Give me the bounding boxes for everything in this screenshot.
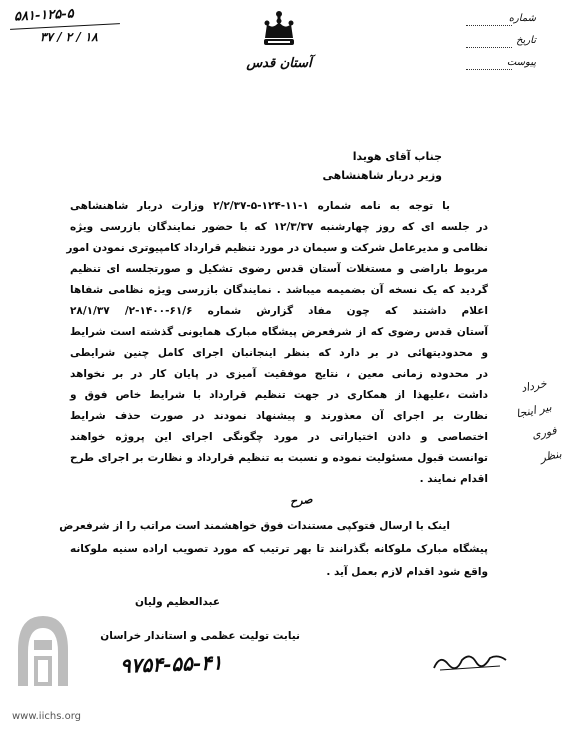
body-line: مربوط باراضی و مستغلات آستان قدس رضوی تشکیل و صورتجلسه ای تنظیم xyxy=(70,263,488,275)
document-number-underline xyxy=(10,23,120,30)
document-date: ۱۸ / ۲ / ۳۷ xyxy=(40,30,98,44)
attachment-label: پیوست xyxy=(506,57,536,68)
margin-note-line: بیر اینجا xyxy=(514,400,553,421)
date-field xyxy=(466,32,536,52)
margin-note-line: بنظر xyxy=(538,447,563,465)
body-line: توانست قبول مسئولیت نموده و نسبت به تنظیم قرارداد و نظارت بر اجرای طرح xyxy=(70,452,488,464)
body-line: اقدام نمایند . xyxy=(419,473,488,485)
date-label: تاریخ xyxy=(516,35,536,46)
website-url: www.iichs.org xyxy=(12,711,81,722)
institute-logo-icon xyxy=(14,610,72,690)
signatory-title: نیابت تولیت عظمی و استاندار خراسان xyxy=(100,630,300,642)
closing-line: پیشگاه مبارک ملوکانه بگذرانند تا بهر ترتیب که مورد تصویب اراده سنیه ملوکانه xyxy=(70,543,488,555)
body-line: در محدوده زمانی معین ، نتایج موفقیت آمیزی در پایان کار در بر نخواهد xyxy=(70,368,488,380)
addressee-name: جناب آقای هویدا xyxy=(352,150,442,163)
body-line: نظارت بر اجرای آن معذورند و پیشنهاد نمودند در صورت حذف شرایط xyxy=(70,410,488,422)
document-number: ۵۸۱-۱۲۵-۵ xyxy=(13,6,75,25)
body-line: در جلسه ای که روز چهارشنبه ۱۲/۳/۳۷ که با حضور نمایندگان بازرسی ویژه xyxy=(70,221,488,233)
signatory-name: عبدالعظیم ولیان xyxy=(134,596,220,608)
number-label: شماره xyxy=(508,13,536,24)
closing-line: اینک با ارسال فتوکپی مستندات فوق خواهشمند است مراتب را از شرفعرض xyxy=(59,520,450,532)
body-line: داشت ،علیهذا از همکاری در جهت تنظیم قرارداد با شرایط خاص فوق و xyxy=(70,389,488,401)
body-line: گردید که یک نسخه آن بضمیمه میباشد . نمایندگان بازرسی ویژه نظامی شفاها xyxy=(70,284,488,296)
attachment-field xyxy=(466,54,536,74)
number-field xyxy=(466,10,536,30)
body-line: با توجه به نامه شماره ۱-۱۱-۱۲۴-۵-۲/۲/۳۷ وزارت دربار شاهنشاهی xyxy=(70,200,450,212)
handwritten-initials: صرح xyxy=(289,492,314,509)
body-line: نظامی و مدیرعامل شرکت و سیمان در مورد تنظیم قرارداد کامپیوتری نمودن امور xyxy=(66,242,488,254)
body-line: اعلام داشتند که چون مفاد گزارش شماره ۶۱/۶-۱۴۰۰-۲/ ۲۸/۱/۳۷ xyxy=(70,305,488,317)
body-line: آستان قدس رضوی که از شرفعرض پیشگاه مبارک همایونی گذشته است شرایط xyxy=(70,326,488,338)
margin-note-line: فوری xyxy=(530,423,558,442)
archive-number: ۹۷۵۴-۵۵-۴۱ xyxy=(119,650,223,678)
crown-emblem-icon xyxy=(259,8,299,54)
body-line: و محدودیتهائی در بر دارد که بنظر اینجانبان اجرای کامل چنین شرایطی xyxy=(70,347,488,359)
margin-note-line: خرداد xyxy=(519,376,548,395)
body-line: اختصاصی و دادن اختیاراتی در مورد چگونگی اجرای این پروژه خواهند xyxy=(70,431,488,443)
closing-line: واقع شود اقدام لازم بعمل آید . xyxy=(326,566,488,578)
emblem-caption: آستان قدس xyxy=(246,56,312,71)
handwritten-signature xyxy=(430,648,510,674)
addressee-title: وزیر دربار شاهنشاهی xyxy=(322,169,442,182)
